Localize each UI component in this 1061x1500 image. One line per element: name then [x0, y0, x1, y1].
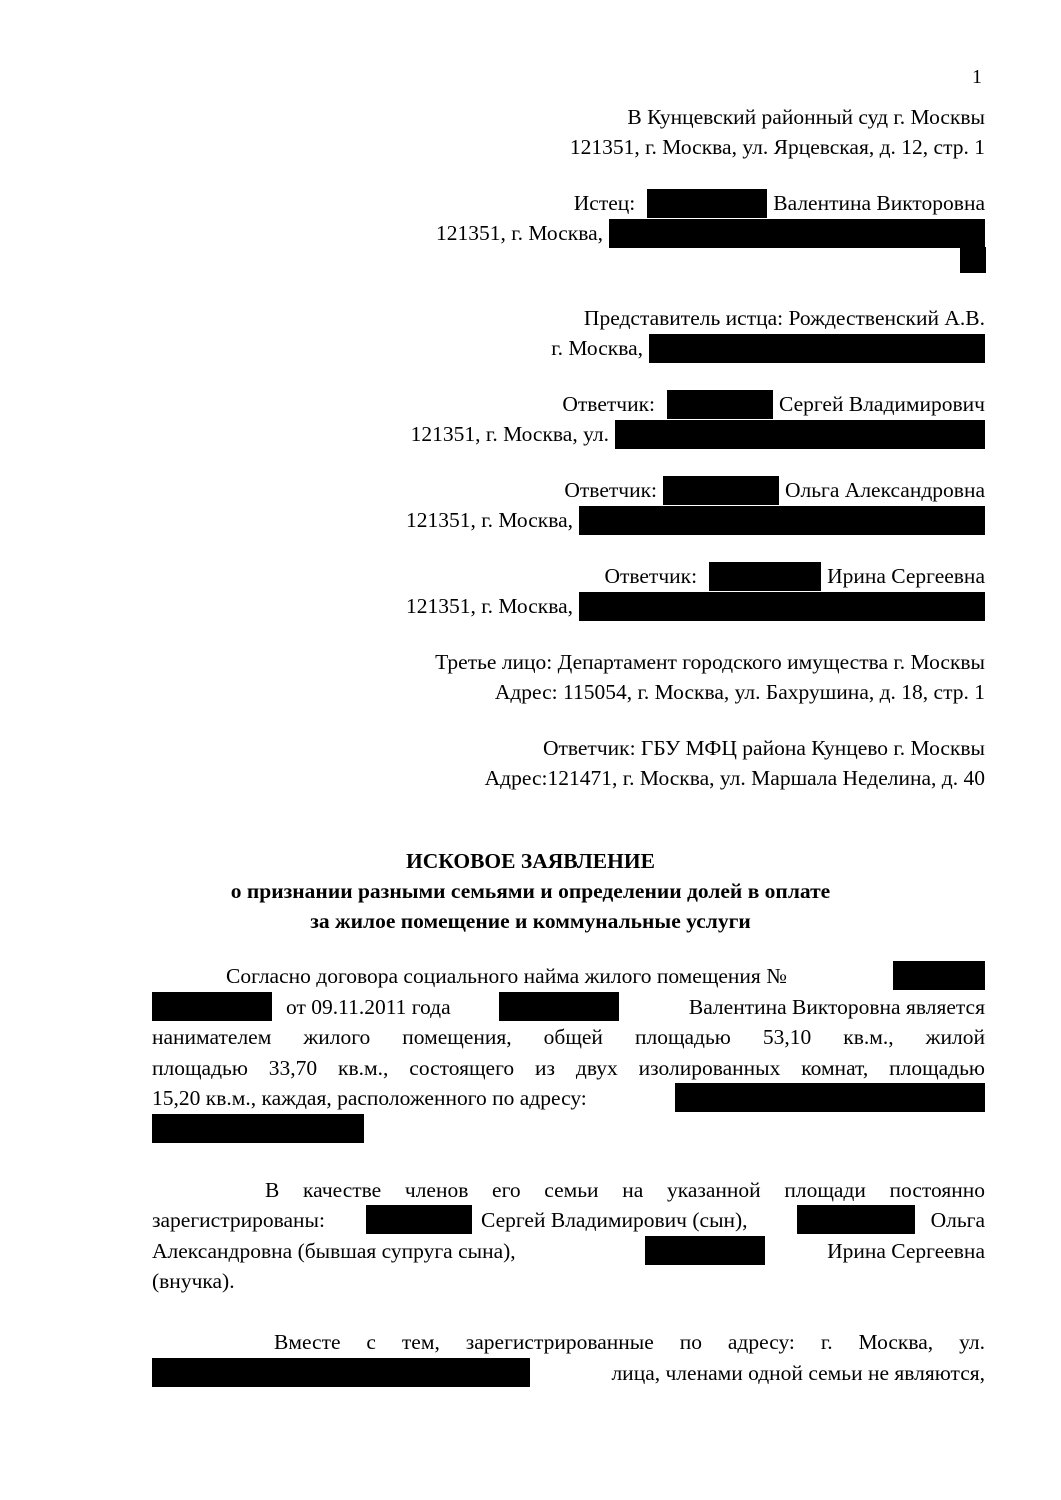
defendant-label: Ответчик:	[604, 564, 698, 588]
body-line	[152, 1358, 985, 1389]
defendant3-address: 121351, г. Москва,	[405, 594, 573, 618]
plaintiff-address: 121351, г. Москва,	[435, 221, 603, 245]
text-run: Согласно договора социального найма жилого помещения №	[226, 964, 787, 988]
body-line: Вместе с тем, зарегистрированные по адресу: г. Москва, ул.	[274, 1330, 985, 1354]
redaction-block	[366, 1205, 472, 1234]
redaction-block	[645, 1236, 765, 1265]
text-run: Александровна (бывшая супруга сына),	[152, 1238, 516, 1263]
redaction-block	[960, 247, 986, 273]
redaction-block	[797, 1205, 915, 1234]
body-line: площадью 33,70 кв.м., состоящего из двух изолированных комнат, площадью	[152, 1055, 985, 1080]
text-run: 15,20 кв.м., каждая, расположенного по адресу:	[152, 1086, 587, 1110]
representative-address: г. Москва,	[551, 336, 643, 360]
defendant1-name: Сергей Владимирович	[779, 392, 985, 416]
title-line-3: за жилое помещение и коммунальные услуги	[310, 909, 751, 933]
text-run: Сергей Владимирович (сын),	[481, 1208, 748, 1232]
body-line	[152, 992, 985, 1023]
redaction-block	[615, 420, 985, 449]
body-line	[152, 1114, 985, 1145]
defendant4-address: Адрес:121471, г. Москва, ул. Маршала Неделина, д. 40	[484, 766, 985, 790]
redaction-block	[609, 219, 985, 248]
defendant3-line	[604, 561, 985, 591]
representative-line: Представитель истца: Рождественский А.В.	[583, 306, 985, 330]
redaction-block	[499, 992, 619, 1021]
defendant1-address: 121351, г. Москва, ул.	[410, 422, 609, 446]
body-line	[152, 961, 985, 992]
defendant2-address-line	[406, 505, 985, 535]
defendant-label: Ответчик:	[564, 478, 657, 502]
body-line: нанимателем жилого помещения, общей площадью 53,10 кв.м., жилой	[152, 1025, 985, 1049]
redaction-block	[663, 476, 779, 505]
redaction-block	[675, 1083, 985, 1112]
text-run: Ольга	[930, 1208, 985, 1232]
third-party-address: Адрес: 115054, г. Москва, ул. Бахрушина, д. 18, стр. 1	[494, 680, 985, 704]
court-name: В Кунцевский районный суд г. Москвы	[627, 105, 985, 129]
defendant2-line	[564, 475, 985, 505]
document-title	[0, 846, 1061, 936]
text-run: зарегистрированы:	[152, 1208, 325, 1232]
redaction-block	[579, 506, 985, 535]
text-run: Ирина Сергеевна	[827, 1238, 985, 1263]
defendant2-name: Ольга Александровна	[785, 478, 985, 502]
defendant2-address: 121351, г. Москва,	[405, 508, 573, 532]
defendant3-name: Ирина Сергеевна	[827, 564, 985, 588]
text-run: лица, членами одной семьи не являются,	[611, 1360, 985, 1385]
redaction-block	[647, 189, 767, 218]
paragraph-gap	[152, 1297, 985, 1328]
redaction-block	[152, 1358, 530, 1387]
redaction-block	[579, 592, 985, 621]
defendant-label: Ответчик:	[562, 392, 655, 416]
body-line: (внучка).	[152, 1269, 235, 1293]
paragraph-gap	[152, 1144, 985, 1175]
text-run: от 09.11.2011 года	[286, 994, 451, 1019]
defendant1-line	[562, 389, 985, 419]
title-line-2: о признании разными семьями и определении долей в оплате	[230, 879, 831, 903]
redaction-block	[152, 992, 272, 1021]
redaction-block	[649, 334, 985, 363]
body-line	[152, 1083, 985, 1114]
redaction-block	[152, 1114, 364, 1143]
plaintiff-line	[574, 188, 985, 218]
plaintiff-address-line	[436, 218, 985, 248]
body-line: В качестве членов его семьи на указанной площади постоянно	[265, 1177, 985, 1202]
document-body	[152, 961, 985, 1388]
court-address: 121351, г. Москва, ул. Ярцевская, д. 12, стр. 1	[569, 135, 985, 159]
body-line	[152, 1205, 985, 1236]
plaintiff-name: Валентина Викторовна	[773, 191, 985, 215]
title-line-1: ИСКОВОЕ ЗАЯВЛЕНИЕ	[406, 849, 655, 873]
text-run: Валентина Викторовна является	[688, 994, 985, 1019]
third-party-line: Третье лицо: Департамент городского имущества г. Москвы	[435, 650, 985, 674]
redaction-block	[893, 961, 985, 990]
defendant1-address-line	[411, 419, 985, 449]
plaintiff-label: Истец:	[573, 191, 636, 215]
defendant3-address-line	[406, 591, 985, 621]
body-line	[152, 1236, 985, 1267]
page-number: 1	[972, 66, 982, 88]
redaction-block	[709, 562, 821, 591]
defendant4-line: Ответчик: ГБУ МФЦ района Кунцево г. Москвы	[542, 736, 985, 760]
representative-address-line	[551, 333, 985, 363]
redaction-block	[667, 390, 773, 419]
